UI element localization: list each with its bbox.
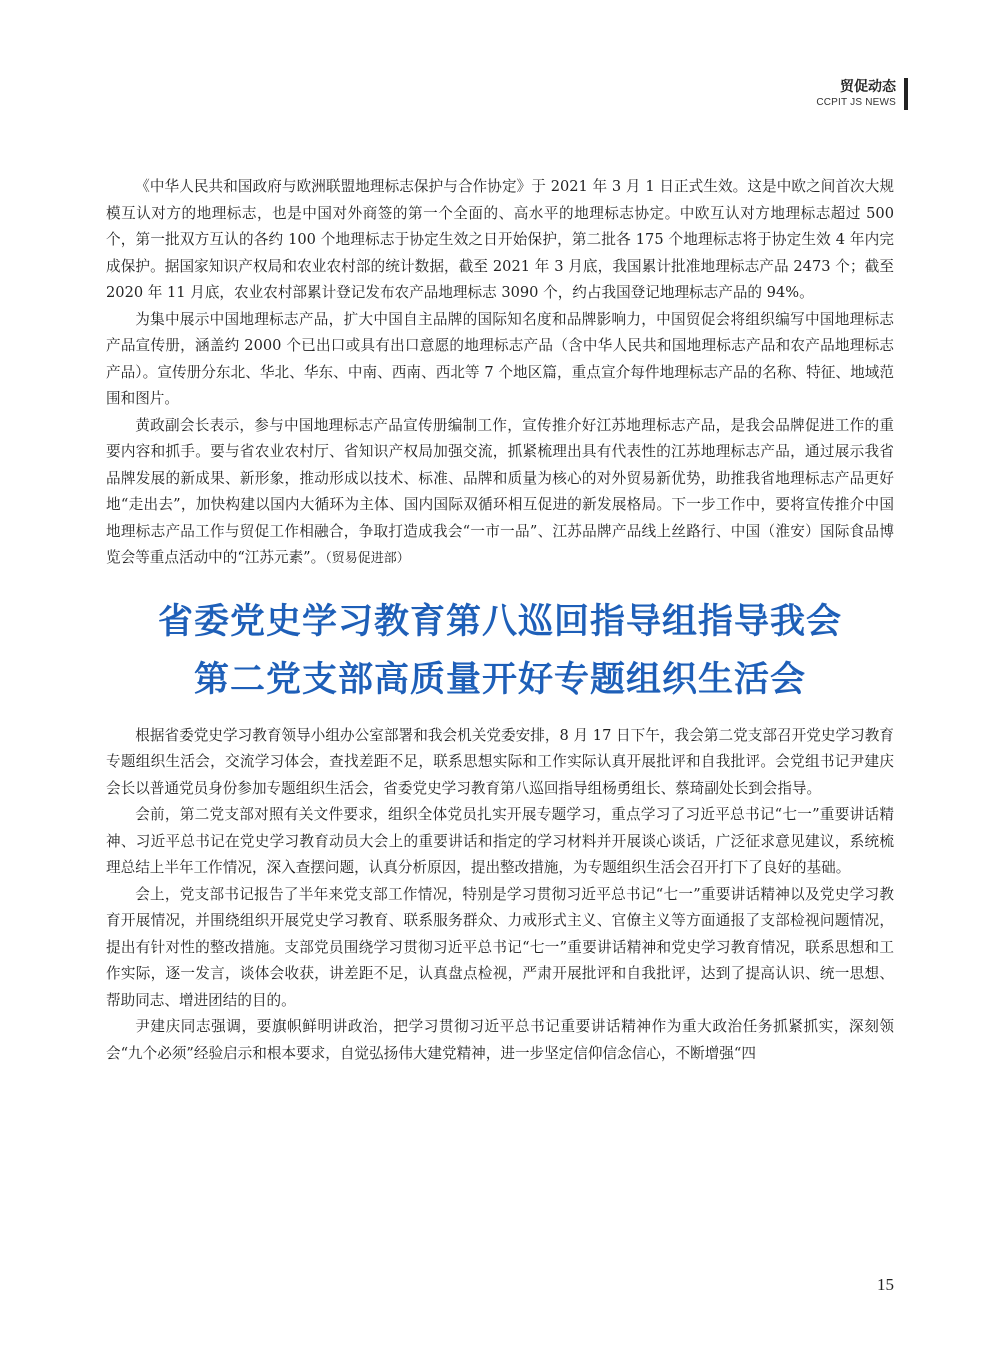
header-subtitle: CCPIT JS NEWS	[816, 97, 896, 108]
article1-paragraph-1: 《中华人民共和国政府与欧洲联盟地理标志保护与合作协定》于 2021 年 3 月 1 日正式生效。这是中欧之间首次大规模互认对方的地理标志，也是中国对外商签的第一个全面的、高水平的地理标志协定。中欧互认对方地理标志超过 500 个，第一批双方互认的各约 100 个地理标志于协定生效之日开始保护，第二批各 175 个地理标志将于协定生效 4 年内完成保护。据国家知识产权局和农业农村部的统计数据，截至 2021 年 3 月底，我国累计批准地理标志产品 2473 个；截至 2020 年 11 月底，农业农村部累计登记发布农产品地理标志 3090 个，约占我国登记地理标志产品的 94%。	[106, 178, 894, 301]
article1-source: （贸易促进部）	[325, 551, 410, 566]
article2-paragraph-2: 会前，第二党支部对照有关文件要求，组织全体党员扎实开展专题学习，重点学习了习近平总书记“七一”重要讲话精神、习近平总书记在党史学习教育动员大会上的重要讲话和指定的学习材料并开展谈心谈话，广泛征求意见建议，系统梳理总结上半年工作情况，深入查摆问题，认真分析原因，提出整改措施，为专题组织生活会召开打下了良好的基础。	[106, 806, 894, 876]
headline-line-1: 省委党史学习教育第八巡回指导组指导我会	[157, 600, 842, 642]
article1-paragraph-2: 为集中展示中国地理标志产品，扩大中国自主品牌的国际知名度和品牌影响力，中国贸促会将组织编写中国地理标志产品宣传册，涵盖约 2000 个已出口或具有出口意愿的地理标志产品（含中华人民共和国地理标志产品和农产品地理标志产品）。宣传册分东北、华北、华东、中南、西南、西北等 7 个地区篇，重点宣介每件地理标志产品的名称、特征、地域范围和图片。	[106, 310, 894, 407]
page-header	[816, 78, 896, 109]
page-content	[106, 174, 894, 1067]
article2-paragraph-1: 根据省委党史学习教育领导小组办公室部署和我会机关党委安排，8 月 17 日下午，我会第二党支部召开党史学习教育专题组织生活会，交流学习体会，查找差距不足，联系思想实际和工作实际认真开展批评和自我批评。会党组书记尹建庆会长以普通党员身份参加专题组织生活会，省委党史学习教育第八巡回指导组杨勇组长、蔡琦副处长到会指导。	[106, 726, 894, 797]
page-number: 15	[877, 1275, 894, 1294]
article1-paragraph-3	[106, 413, 894, 573]
article2-paragraph-4: 尹建庆同志强调，要旗帜鲜明讲政治，把学习贯彻习近平总书记重要讲话精神作为重大政治任务抓紧抓实，深刻领会“九个必须”经验启示和根本要求，自觉弘扬伟大建党精神，进一步坚定信仰信念信心，不断增强“四	[106, 1018, 894, 1062]
headline-line-2: 第二党支部高质量开好专题组织生活会	[193, 658, 806, 700]
article2-paragraph-3: 会上，党支部书记报告了半年来党支部工作情况，特别是学习贯彻习近平总书记“七一”重要讲话精神以及党史学习教育开展情况，并围绕组织开展党史学习教育、联系服务群众、力戒形式主义、官僚主义等方面通报了支部检视问题情况，提出有针对性的整改措施。支部党员围绕学习贯彻习近平总书记“七一”重要讲话精神和党史学习教育情况，联系思想和工作实际，逐一发言，谈体会收获，讲差距不足，认真盘点检视，严肃开展批评和自我批评，达到了提高认识、统一思想、帮助同志、增进团结的目的。	[106, 885, 894, 1009]
header-divider-bar	[904, 78, 908, 110]
article-party-branch-meeting	[106, 723, 894, 1068]
article1-paragraph-3-text: 黄政副会长表示，参与中国地理标志产品宣传册编制工作，宣传推介好江苏地理标志产品，是我会品牌促进工作的重要内容和抓手。要与省农业农村厅、省知识产权局加强交流，抓紧梳理出具有代表性的江苏地理标志产品，通过展示我省品牌发展的新成果、新形象，推动形成以技术、标准、品牌和质量为核心的对外贸易新优势，助推我省地理标志产品更好地“走出去”，加快构建以国内大循环为主体、国内国际双循环相互促进的新发展格局。下一步工作中，要将宣传推介中国地理标志产品工作与贸促工作相融合，争取打造成我会“一市一品”、江苏品牌产品线上丝路行、中国（淮安）国际食品博览会等重点活动中的“江苏元素”。	[106, 416, 894, 566]
article-geographical-indications	[106, 174, 894, 573]
header-title: 贸促动态	[840, 79, 896, 95]
article2-headline	[106, 593, 894, 709]
